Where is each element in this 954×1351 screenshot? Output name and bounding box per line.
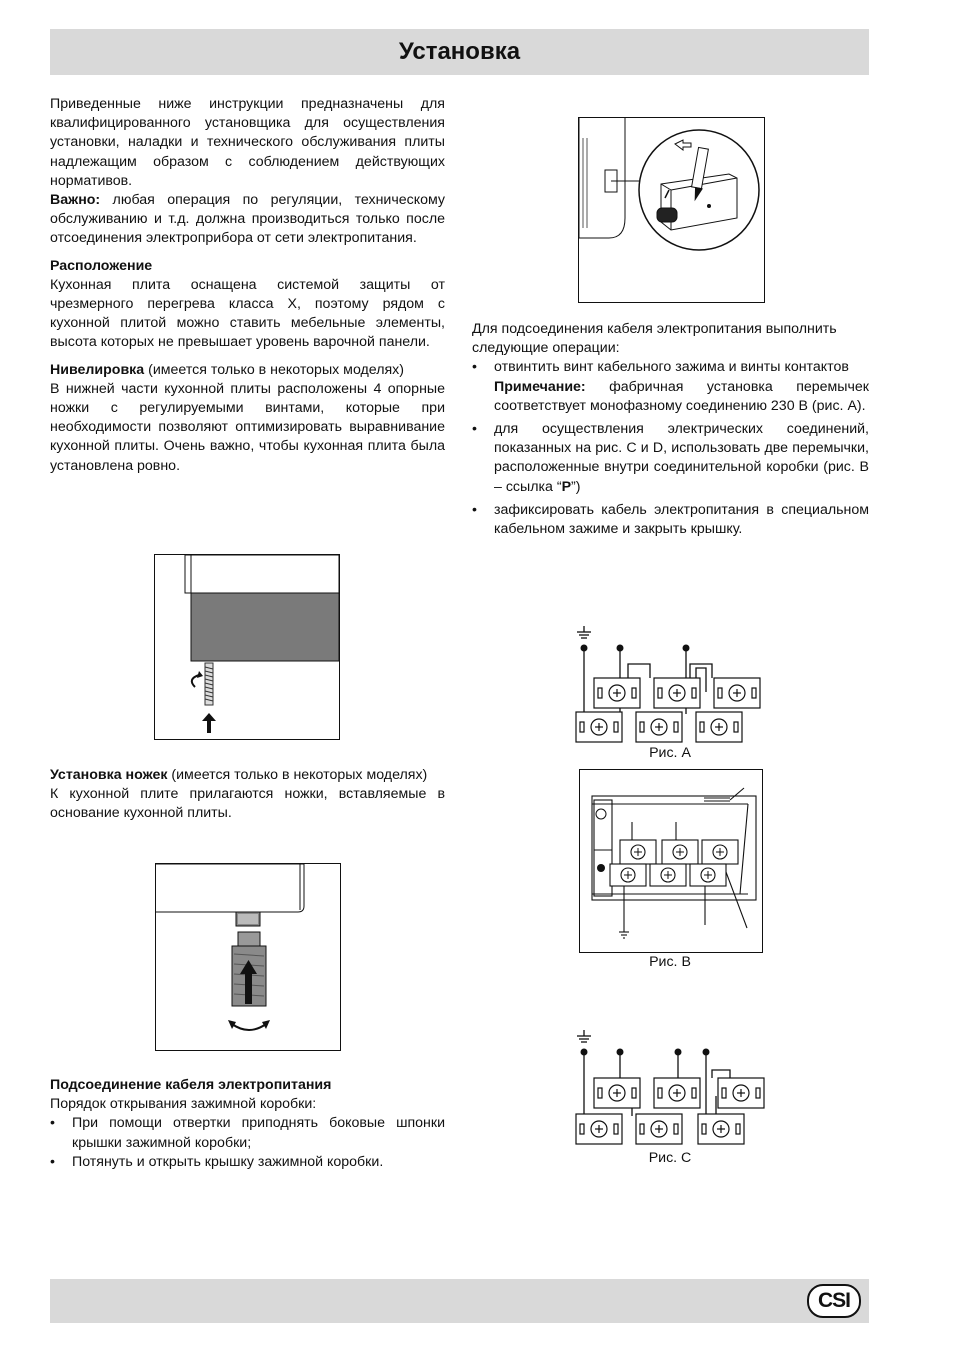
list-item: • отвинтить винт кабельного зажима и винты контактов Примечание: фабричная установка перемычек соответствует монофазному соединению 230 В (рис. А). xyxy=(472,358,869,416)
header-bar xyxy=(50,29,869,75)
location-heading: Расположение xyxy=(50,257,153,274)
feet-figure xyxy=(155,863,341,1051)
leveling-section: Нивелировка (имеется только в некоторых моделях) В нижней части кухонной плиты расположены 4 опорные ножки с регулируемыми винтами, которые при необходимости позволяют оптимизировать выравнивание кухонной плиты. Очень важно, чтобы кухонная плита была установлена ровно. xyxy=(50,361,445,474)
intro-paragraph: Приведенные ниже инструкции предназначены для квалифицированного установщика для осуществления установки, наладки и технического обслуживания плиты надлежащим образом с соблюдением действующих нормативов. Важно: любая операция по регуляции, техническому обслуживанию и т.д. должна производиться только после отсоединения электроприбора от сети электропитания. xyxy=(50,96,445,247)
list-item: • Потянуть и открыть крышку зажимной коробки. xyxy=(50,1153,445,1172)
page-title: Установка xyxy=(398,38,521,65)
feet-section: Установка ножек (имеется только в некоторых моделях) К кухонной плите прилагаются ножки, вставляемые в основание кухонной плиты. xyxy=(50,767,445,822)
right-column-text xyxy=(472,320,869,539)
leveling-heading: Нивелировка xyxy=(50,361,145,378)
figure-a-caption: Рис. А xyxy=(649,745,691,761)
note-label: Примечание: xyxy=(494,378,586,395)
list-item: • для осуществления электрических соединений, показанных на рис. C и D, использовать две перемычки, расположенные внутри соединительной коробки (рис. B – ссылка “P”) xyxy=(472,420,869,497)
list-item: • При помощи отвертки приподнять боковые шпонки крышки зажимной коробки; xyxy=(50,1114,445,1152)
location-section: Расположение Кухонная плита оснащена системой защиты от чрезмерного перегрева класса X, поэтому рядом с кухонной плитой можно ставить мебельные элементы, высота которых не превышает уровень варочной панели. xyxy=(50,257,445,351)
figure-c-diagram xyxy=(570,1026,770,1150)
feet-heading: Установка ножек xyxy=(50,767,168,783)
important-label: Важно: xyxy=(50,192,101,209)
right-intro: Для подсоединения кабеля электропитания выполнить следующие операции: xyxy=(472,321,837,357)
left-column-top xyxy=(50,95,445,476)
list-item: • зафиксировать кабель электропитания в специальном кабельном зажиме и закрыть крышку. xyxy=(472,501,869,539)
figure-a-diagram xyxy=(570,622,770,747)
figure-c-caption: Рис. С xyxy=(648,1150,692,1166)
cable-heading: Подсоединение кабеля электропитания xyxy=(50,1077,332,1093)
terminal-box-figure xyxy=(578,117,765,303)
connection-steps-list xyxy=(472,358,869,539)
language-badge: CSI xyxy=(807,1284,861,1318)
figure-b-caption: Рис. В xyxy=(649,954,691,970)
figure-b-diagram xyxy=(579,769,763,953)
leveling-figure xyxy=(154,554,340,740)
cable-steps-list xyxy=(50,1114,445,1172)
footer-bar xyxy=(50,1279,869,1323)
cable-section: Подсоединение кабеля электропитания Порядок открывания зажимной коробки: • При помощи отвертки приподнять боковые шпонки крышки зажимной коробки; • Потянуть и открыть крышку зажимной коробки. xyxy=(50,1076,445,1172)
